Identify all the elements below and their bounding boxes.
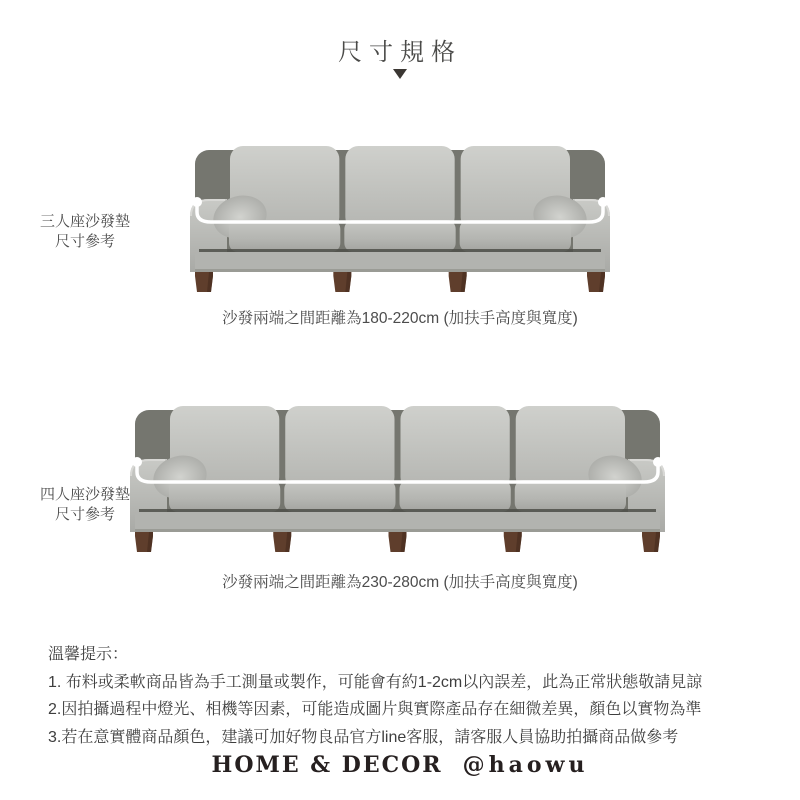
three-seater-label [10, 212, 160, 252]
footer [0, 752, 800, 778]
tip-item-3: 3.若在意實體商品顏色，建議可加好物良品官方line客服，請客服人員協助拍攝商品做參考 [48, 728, 679, 746]
page-title: 尺寸規格 [338, 39, 462, 66]
brand-logo: HOME & DECOR [211, 752, 443, 778]
tip-item-2: 2.因拍攝過程中燈光、相機等因素，可能造成圖片與實際產品存在細微差異，顏色以實物為準 [48, 701, 702, 718]
tip-item-1: 1. 布料或柔軟商品皆為手工測量或製作，可能會有約1-2cm以內誤差，此為正常狀態敬請見諒 [48, 673, 703, 691]
four-seater-label-line1: 四人座沙發墊 [39, 486, 130, 503]
three-seater-label-line1: 三人座沙發墊 [39, 213, 130, 230]
triangle-down-icon [393, 69, 407, 79]
four-seater-label [10, 485, 160, 525]
tips-heading: 溫馨提示： [48, 646, 129, 663]
four-seater-label-line2: 尺寸參考 [54, 506, 115, 523]
four-seater-caption: 沙發兩端之間距離為230-280cm (加扶手高度與寬度) [222, 574, 578, 591]
three-seater-caption: 沙發兩端之間距離為180-220cm (加扶手高度與寬度) [222, 310, 578, 327]
brand-handle: @haowu [462, 752, 589, 778]
tips-block [48, 641, 772, 751]
three-seater-label-line2: 尺寸參考 [54, 233, 115, 250]
four-seater-sofa-image [125, 400, 670, 556]
three-seater-sofa-image [185, 142, 615, 294]
